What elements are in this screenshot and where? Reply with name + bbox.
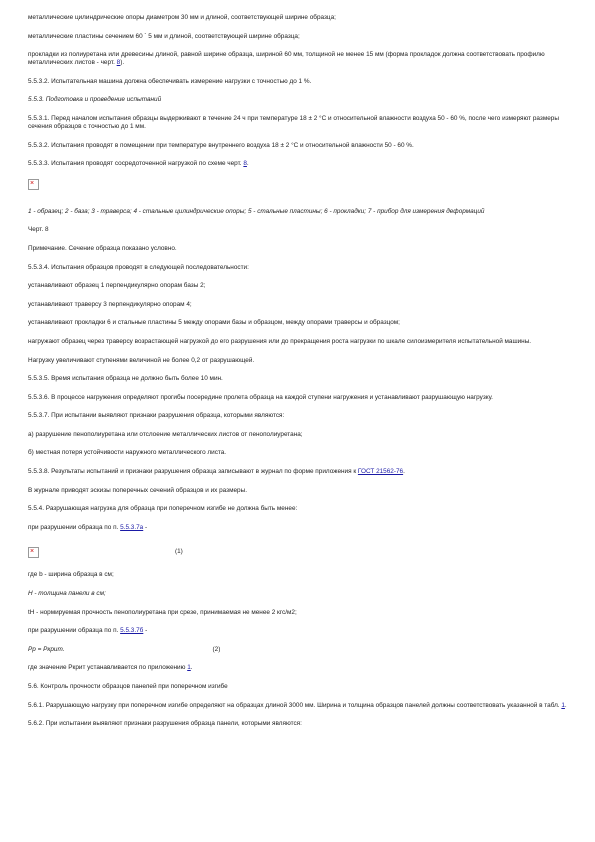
paragraph — [28, 664, 568, 672]
paragraph: 5.5.3.4. Испытания образцов проводят в следующей последовательности: — [28, 263, 249, 271]
figure-caption: 1 - образец; 2 - база; 3 - траверса; 4 - стальные цилиндрические опоры; 5 - стальные пластины; 6 - прокладки; 7 - прибор для измерения деформаций — [28, 207, 485, 215]
paragraph-text: - — [143, 523, 148, 531]
paragraph — [28, 160, 568, 168]
link-table-1[interactable]: 1 — [561, 701, 565, 709]
paragraph: где b - ширина образца в см; — [28, 571, 114, 579]
link-appendix-1[interactable]: 1 — [187, 664, 191, 672]
paragraph — [28, 468, 568, 476]
paragraph: 5.6.2. При испытании выявляют признаки разрушения образца панели, которыми являются: — [28, 720, 302, 728]
broken-image-icon[interactable] — [28, 547, 39, 558]
section-heading: 5.5.3. Подготовка и проведение испытаний — [28, 96, 162, 104]
list-item: б) местная потеря устойчивости наружного металлического листа. — [28, 449, 227, 457]
figure-8 — [28, 179, 568, 199]
formula-2 — [28, 646, 568, 654]
formula-1 — [28, 542, 568, 562]
paragraph-text: где значение Ркрит устанавливается по приложению — [28, 664, 188, 672]
paragraph — [28, 51, 568, 67]
paragraph: 5.5.3.1. Перед началом испытания образцы выдерживают в течение 24 ч при температуре 18 ± 2 °С и относительной влажности воздуха 50 - 60 %, после чего измеряют размеры сечения образцов с точностью до 1 мм. — [28, 114, 559, 130]
paragraph: В журнале приводят эскизы поперечных сечений образцов и их размеры. — [28, 486, 247, 494]
paragraph: 5.5.3.7. При испытании выявляют признаки разрушения образца, которыми являются: — [28, 412, 285, 420]
paragraph-text: . — [564, 701, 567, 709]
document-body — [28, 14, 568, 739]
paragraph: Нагрузку увеличивают ступенями величиной не более 0,2 от разрушающей. — [28, 356, 255, 364]
broken-image-icon[interactable] — [28, 179, 39, 190]
list-item: а) разрушение пенополиуретана или отслоение металлических листов от пенополиуретана; — [28, 430, 303, 438]
link-chert-8[interactable]: 8 — [116, 59, 121, 67]
paragraph — [28, 524, 568, 532]
paragraph: 5.5.3.2. Испытательная машина должна обеспечивать измерение нагрузки с точностью до 1 %. — [28, 77, 312, 85]
paragraph-text: прокладки из полиуретана или древесины длиной, равной ширине образца, шириной 60 мм, толщиной не менее 15 мм (форма прокладок должна соответствовать профилю металлических листов - черт. — [28, 51, 545, 67]
paragraph-text: . — [190, 664, 193, 672]
paragraph: нагружают образец через траверсу возрастающей нагрузкой до его разрушения или до прекращения роста нагрузки по шкале силоизмерителя испытательной машины. — [28, 337, 532, 345]
paragraph: H - толщина панели в см; — [28, 590, 106, 598]
section-heading: 5.6. Контроль прочности образцов панелей при поперечном изгибе — [28, 683, 228, 690]
paragraph-text: 5.5.3.8. Результаты испытаний и признаки разрушения образца записывают в журнал по форме приложения к — [28, 468, 358, 476]
note: Примечание. Сечение образца показано условно. — [28, 244, 177, 252]
link-clause-5537b[interactable]: 5.5.3.7б — [120, 627, 144, 635]
link-chert-8[interactable]: 8 — [243, 160, 247, 168]
paragraph-text: ). — [120, 59, 125, 67]
paragraph: 5.5.3.6. В процессе нагружения определяют прогибы посередине пролета образца на каждой ступени нагружения и устанавливают разрушающую нагрузку. — [28, 393, 493, 401]
link-gost[interactable]: ГОСТ 21562-76 — [357, 468, 404, 476]
paragraph: устанавливают траверсу 3 перпендикулярно опорам 4; — [28, 300, 192, 308]
paragraph — [28, 702, 568, 710]
paragraph: устанавливают образец 1 перпендикулярно опорам базы 2; — [28, 282, 206, 290]
paragraph: металлические пластины сечением 60 ´ 5 мм и длиной, соответствующей ширине образца; — [28, 32, 300, 40]
paragraph: металлические цилиндрические опоры диаметром 30 мм и длиной, соответствующей ширине образца; — [28, 14, 336, 21]
paragraph: устанавливают прокладки 6 и стальные пластины 5 между опорами базы и образцом, между опорами траверсы и образцом; — [28, 319, 400, 327]
link-clause-5537a[interactable]: 5.5.3.7а — [120, 523, 144, 531]
paragraph-text: при разрушении образца по п. — [28, 627, 121, 635]
paragraph-text: 5.6.1. Разрушающую нагрузку при поперечном изгибе определяют на образцах длиной 3000 мм. Ширина и толщина образцов панелей должны соответствовать указанной в табл. — [28, 701, 562, 709]
paragraph-text: при разрушении образца по п. — [28, 523, 121, 531]
formula-number: (2) — [212, 645, 221, 653]
formula-number: (1) — [175, 548, 183, 556]
paragraph: tH - нормируемая прочность пенополиуретана при срезе, принимаемая не менее 2 кгс/м2; — [28, 608, 297, 616]
paragraph-text: 5.5.3.3. Испытания проводят сосредоточенной нагрузкой по схеме черт. — [28, 160, 244, 168]
paragraph-text: - — [143, 627, 148, 635]
paragraph: 5.5.3.2. Испытания проводят в помещении при температуре внутреннего воздуха 18 ± 2 °С и относительной влажности 50 - 60 %. — [28, 141, 414, 149]
formula-text: Рр = Ркрит. — [28, 645, 65, 653]
paragraph: 5.5.4. Разрушающая нагрузка для образца при поперечном изгибе не должна быть менее: — [28, 505, 298, 513]
paragraph-text: . — [403, 468, 405, 476]
paragraph — [28, 627, 568, 635]
figure-label: Черт. 8 — [28, 226, 49, 234]
paragraph: 5.5.3.5. Время испытания образца не должно быть более 10 мин. — [28, 375, 223, 383]
paragraph-text: . — [246, 160, 249, 168]
